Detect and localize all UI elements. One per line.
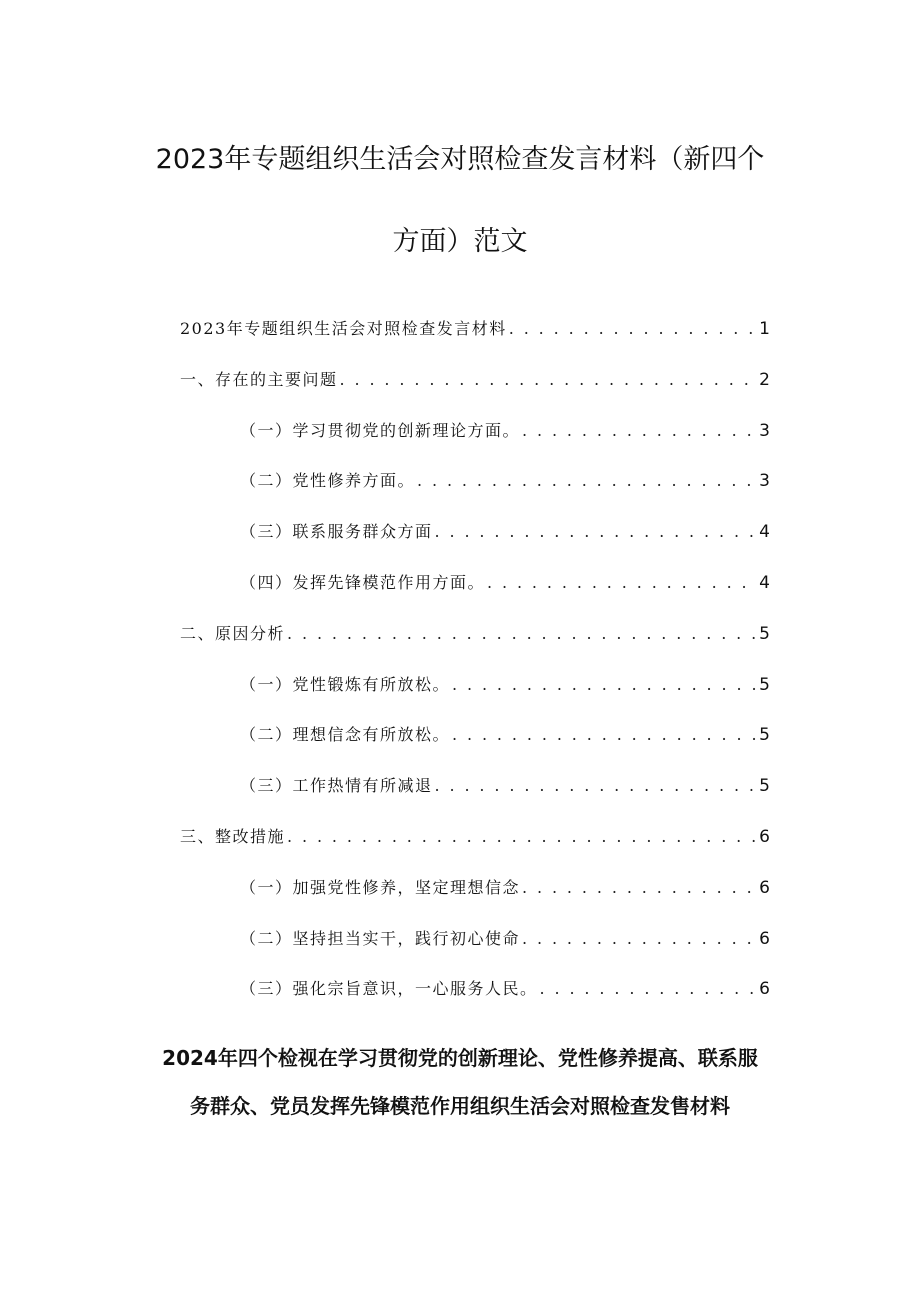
document-title-line-1: 2023年专题组织生活会对照检查发言材料（新四个	[155, 144, 765, 175]
toc-dot-leader	[435, 776, 758, 795]
toc-page-number: 5	[759, 624, 770, 644]
toc-entry-label: 一、存在的主要问题	[180, 370, 338, 389]
toc-dot-leader	[522, 929, 757, 948]
toc-entry[interactable]	[240, 722, 770, 750]
toc-entry[interactable]	[240, 773, 770, 801]
toc-entry[interactable]	[180, 367, 770, 395]
toc-entry[interactable]	[180, 621, 770, 649]
toc-dot-leader	[287, 827, 757, 846]
toc-entry[interactable]	[240, 976, 770, 1004]
toc-page-number: 5	[759, 675, 770, 695]
toc-entry[interactable]	[240, 468, 770, 496]
toc-page-number: 3	[759, 471, 770, 491]
document-title-line-2: 方面）范文	[392, 226, 528, 257]
toc-entry-label: （二）党性修养方面。	[240, 471, 416, 490]
toc-entry[interactable]	[240, 570, 770, 598]
toc-entry-label: （二）坚持担当实干，践行初心使命	[240, 929, 521, 948]
toc-entry-label: 三、整改措施	[180, 827, 286, 846]
toc-page-number: 3	[759, 421, 770, 441]
toc-entry[interactable]	[240, 875, 770, 903]
toc-dot-leader	[435, 522, 758, 541]
toc-entry-label: （三）联系服务群众方面	[240, 522, 433, 541]
toc-dot-leader	[522, 878, 757, 897]
section-heading-line-2: 务群众、党员发挥先锋模范作用组织生活会对照检查发售材料	[190, 1094, 730, 1118]
toc-entry-label: （一）加强党性修养，坚定理想信念	[240, 878, 521, 897]
section-heading-line-1: 2024年四个检视在学习贯彻党的创新理论、党性修养提高、联系服	[162, 1046, 758, 1070]
toc-dot-leader	[509, 319, 757, 338]
toc-entry-label: （一）学习贯彻党的创新理论方面。	[240, 421, 521, 440]
toc-page-number: 6	[759, 827, 770, 847]
toc-dot-leader	[452, 675, 757, 694]
toc-entry[interactable]	[240, 926, 770, 954]
toc-entry-label: 二、原因分析	[180, 624, 286, 643]
toc-entry-label: （三）强化宗旨意识，一心服务人民。	[240, 979, 538, 998]
toc-dot-leader	[487, 573, 757, 592]
toc-dot-leader	[452, 725, 757, 744]
toc-page-number: 2	[759, 370, 770, 390]
toc-page-number: 6	[759, 929, 770, 949]
toc-page-number: 6	[759, 878, 770, 898]
toc-page-number: 4	[759, 522, 770, 542]
toc-entry[interactable]	[180, 824, 770, 852]
toc-dot-leader	[522, 421, 757, 440]
toc-dot-leader	[340, 370, 758, 389]
toc-entry[interactable]	[240, 672, 770, 700]
toc-entry-label: （一）党性锻炼有所放松。	[240, 675, 451, 694]
toc-entry-label: 2023年专题组织生活会对照检查发言材料	[180, 319, 507, 338]
toc-entry-label: （四）发挥先锋模范作用方面。	[240, 573, 486, 592]
toc-dot-leader	[417, 471, 757, 490]
toc-entry-label: （三）工作热情有所减退	[240, 776, 433, 795]
toc-entry[interactable]	[180, 316, 770, 344]
toc-dot-leader	[540, 979, 758, 998]
toc-page-number: 6	[759, 979, 770, 999]
toc-entry-label: （二）理想信念有所放松。	[240, 725, 451, 744]
toc-entry[interactable]	[240, 519, 770, 547]
toc-page-number: 1	[759, 319, 770, 339]
toc-page-number: 5	[759, 725, 770, 745]
toc-entry[interactable]	[240, 418, 770, 446]
toc-page-number: 5	[759, 776, 770, 796]
toc-page-number: 4	[759, 573, 770, 593]
toc-dot-leader	[287, 624, 757, 643]
